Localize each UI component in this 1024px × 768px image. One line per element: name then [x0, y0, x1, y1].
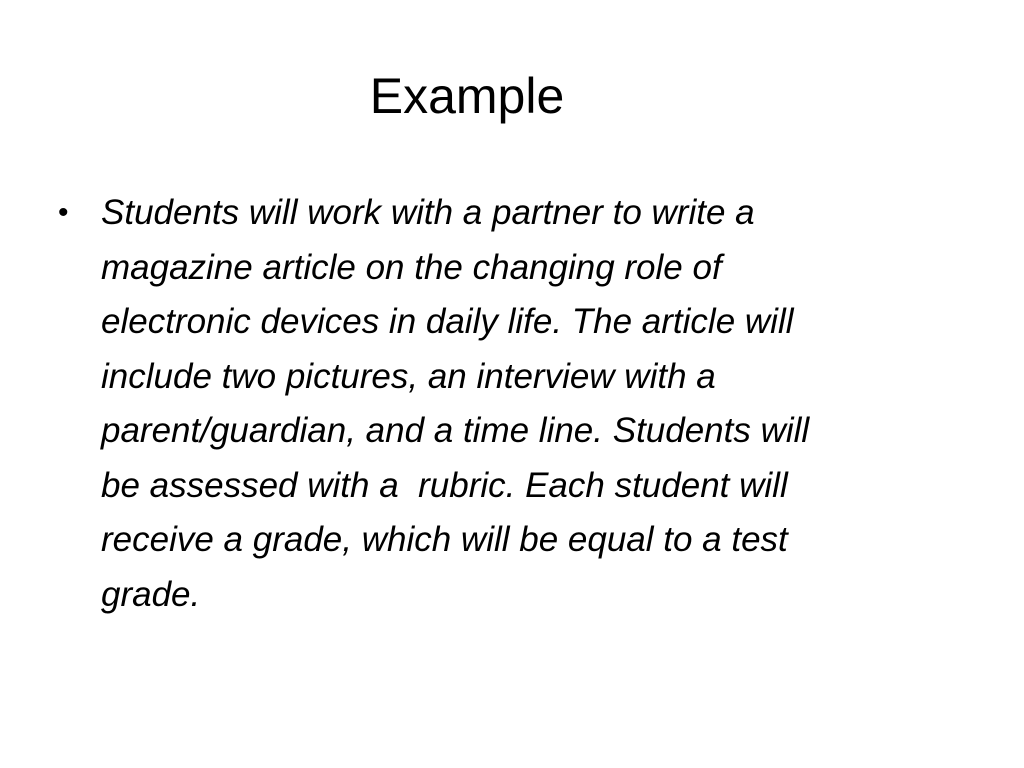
bullet-text-line: magazine article on the changing role of: [101, 247, 722, 287]
bullet-list: [58, 186, 978, 622]
bullet-icon: •: [58, 196, 69, 229]
bullet-text-line: be assessed with a rubric. Each student will: [101, 465, 788, 505]
bullet-text-line: parent/guardian, and a time line. Students will: [101, 411, 810, 450]
bullet-item: [58, 186, 978, 622]
bullet-text-line: include two pictures, an interview with a: [101, 356, 716, 396]
bullet-text-line: Students will work with a partner to write a: [101, 193, 755, 232]
bullet-text-line: receive a grade, which will be equal to a test: [101, 520, 788, 559]
bullet-text-line: electronic devices in daily life. The article will: [101, 302, 794, 341]
slide-title: Example: [369, 68, 565, 124]
bullet-text-line: grade.: [101, 574, 201, 614]
